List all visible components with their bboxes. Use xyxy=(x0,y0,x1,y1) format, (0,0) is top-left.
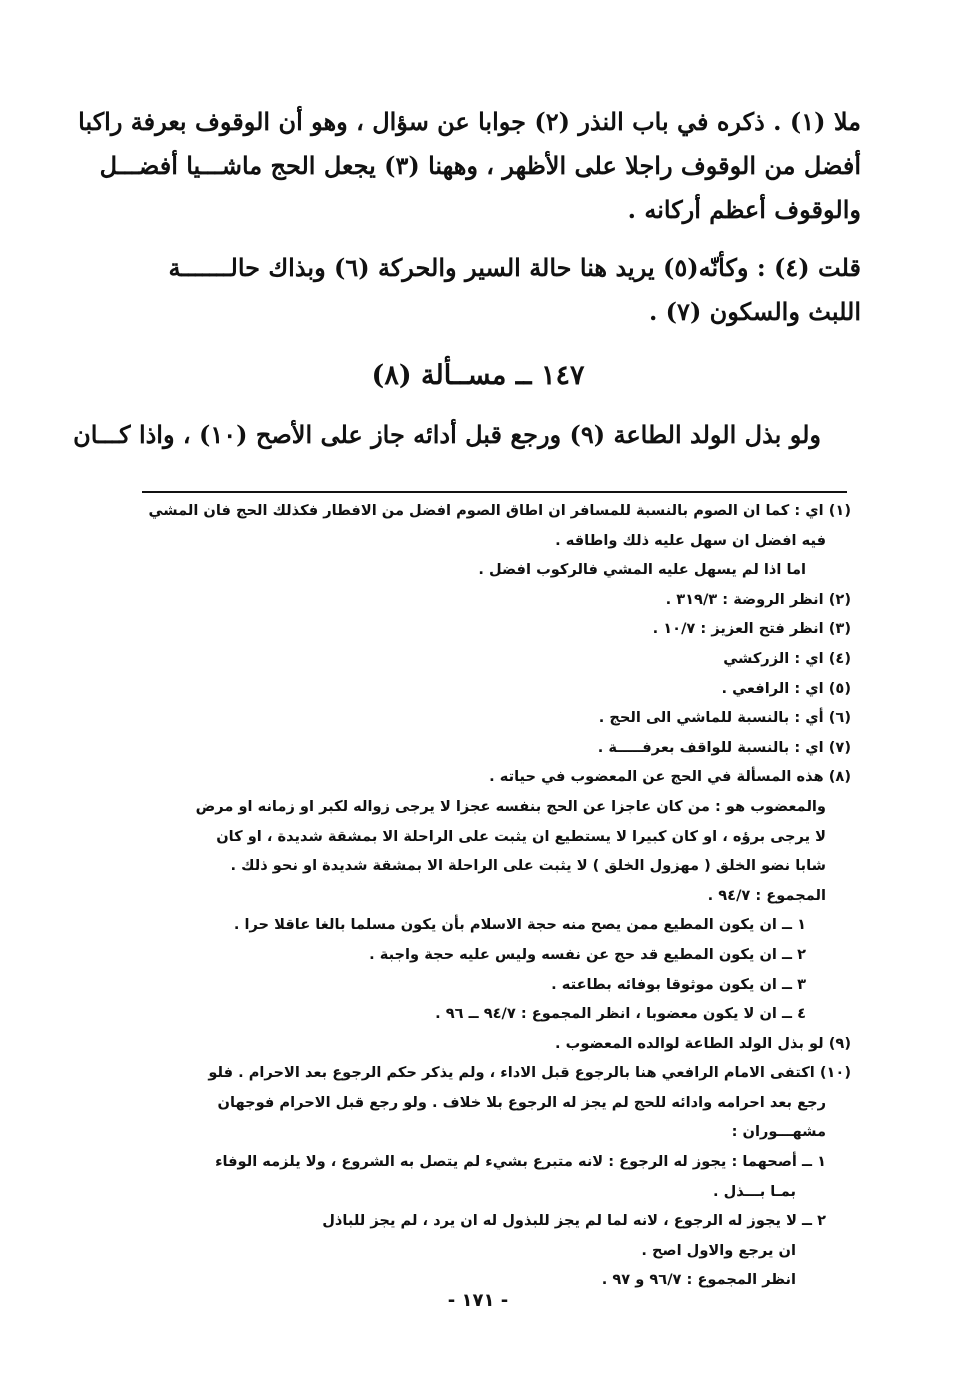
page-number: - ١٧١ - xyxy=(447,1290,509,1311)
main-text-line: أفضل من الوقوف راجلا على الأظهر ، وههنا (٣) يجعل الحج ماشـــيا أفضـــل xyxy=(99,151,861,180)
footnote-line: (٤) اي : الزركشي xyxy=(723,649,851,667)
footnote-line: فيه افضل ان سهل عليه ذلك واطاقه . xyxy=(555,531,826,549)
footnote-line: لا يرجى برؤه ، او كان كبيرا لا يستطيع ان يثبت على الراحلة الا بمشقة شديدة ، او كان xyxy=(216,827,826,845)
main-text-last-line: ولو بذل الولد الطاعة (٩) ورجع قبل أدائه جاز على الأصح (١٠) ، واذا كـــان xyxy=(73,420,821,449)
footnote-line: اما اذا لم يسهل عليه المشي فالركوب افضل . xyxy=(478,561,806,579)
footnote-line: رجع بعد احرامه وادائه للحج لم يجز له الرجوع بلا خلاف . ولو رجع قبل الاحرام فوجهان xyxy=(217,1093,826,1111)
footnote-line: (٩) لو بذل الولد الطاعة لوالده المعضوب . xyxy=(555,1034,851,1052)
main-text-line: اللبث والسكون (٧) . xyxy=(648,297,861,326)
footnote-line: بمـا بـــذل . xyxy=(713,1182,796,1200)
section-heading: ١٤٧ ــ مســألة (٨) xyxy=(371,360,585,391)
footnote-line: ٢ ــ ان يكون المطيع قد حج عن نفسه وليس عليه حجة واجبة . xyxy=(369,945,806,963)
main-text xyxy=(78,100,861,334)
footnote-line: ١ ــ أصحهما : يجوز له الرجوع : لانه متبرع بشيء لم يتصل به الشروع ، ولا يلزمه الوفاء xyxy=(215,1153,826,1171)
main-text-line: ملا (١) . ذكره في باب النذر (٢) جوابا عن سؤال ، وهو أن الوقوف بعرفة راكبا xyxy=(78,107,861,136)
main-text-line: والوقوف أعظم أركانه . xyxy=(627,195,861,224)
footnote-line: ان يرجع والاول اصح . xyxy=(641,1241,796,1259)
footnote-separator xyxy=(142,491,847,493)
footnote-line: مشهـــوران : xyxy=(731,1123,826,1141)
footnote-line: (٣) انظر فتح العزيز : ١٠/٧ . xyxy=(652,620,851,638)
footnote-line: (٨) هذه المسألة في الحج عن المعضوب في حياته . xyxy=(489,768,851,786)
footnote-line: (٧) اي : بالنسبة للواقف بعرفـــــة . xyxy=(597,738,851,756)
footnote-line: ٤ ــ ان لا يكون معضوبا ، انظر المجموع : ٩٤/٧ ــ ٩٦ . xyxy=(435,1005,806,1023)
footnote-line: شابا نضو الخلق ( مهزول الخلق ) لا يثبت على الراحلة الا بمشقة شديدة او نحو ذلك . xyxy=(230,857,826,875)
footnote-line: (٥) اي : الرافعي . xyxy=(721,679,851,697)
footnote-line: المجموع : ٩٤/٧ . xyxy=(707,886,826,904)
footnotes xyxy=(136,496,851,1295)
footnote-line: والمعضوب هو : من كان عاجزا عن الحج بنفسه عجزا لا يرجى زواله لكبر او زمانه او مرض xyxy=(195,797,826,815)
footnote-line: (٦) أي : بالنسبة للماشي الى الحج . xyxy=(598,709,851,727)
footnote-line: انظر المجموع : ٩٦/٧ و ٩٧ . xyxy=(601,1271,796,1289)
footnote-line: (١) اي : كما ان الصوم بالنسبة للمسافر ان اطاق الصوم افضل من الافطار فكذلك الحج فان المشي xyxy=(148,502,851,519)
main-text-line: قلت (٤) : وكأنّه(٥) يريد هنا حالة السير والحركة (٦) وبذاك حالـــــــة xyxy=(168,253,861,282)
footnote-line: ٢ ــ لا يجوز له الرجوع ، لانه لما لم يجز للبذول له ان يرد ، لم يجز للباذل xyxy=(322,1212,826,1230)
footnote-line: (٢) انظر الروضة : ٣١٩/٣ . xyxy=(665,590,851,608)
footnote-line: ٣ ــ ان يكون موثوقا بوفائه بطاعته . xyxy=(551,975,806,993)
footnote-line: ١ ــ ان يكون المطيع ممن يصح منه حجة الاسلام بأن يكون مسلما بالغا عاقلا حرا . xyxy=(233,916,806,934)
footnote-line: (١٠) اكتفى الامام الرافعي هنا بالرجوع قبل الاداء ، ولم يذكر حكم الرجوع بعد الاحرام . فلو xyxy=(208,1064,851,1082)
